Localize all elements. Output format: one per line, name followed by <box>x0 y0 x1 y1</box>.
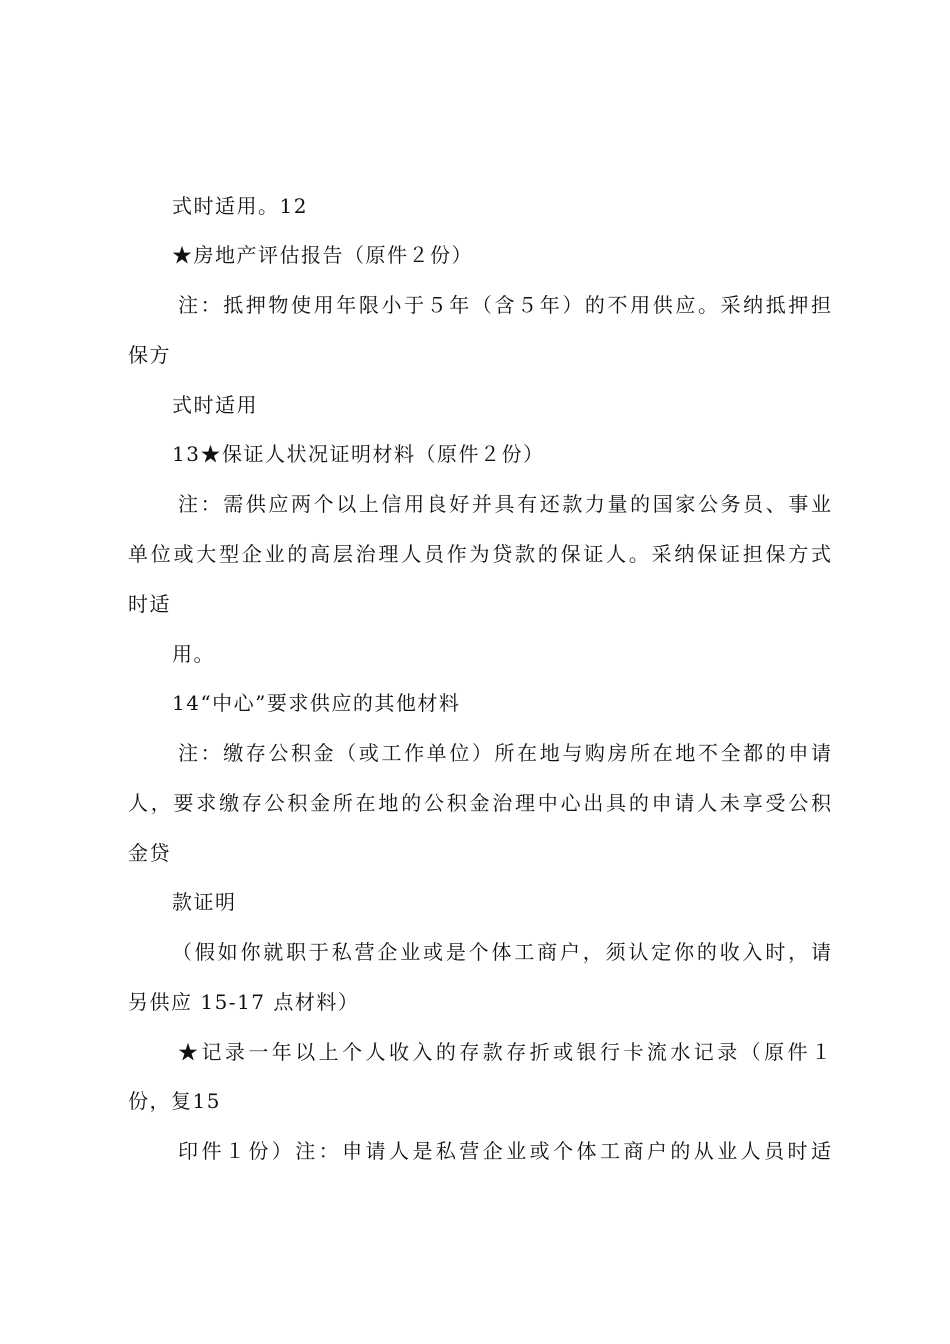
text-line-8: 单位或大型企业的高层治理人员作为贷款的保证人。采纳保证担保方式 <box>128 542 831 566</box>
text-line-20: 印件１份）注：申请人是私营企业或个体工商户的从业人员时适 <box>178 1139 831 1163</box>
text-line-13: 人，要求缴存公积金所在地的公积金治理中心出具的申请人未享受公积 <box>128 791 831 815</box>
text-line-16: （假如你就职于私营企业或是个体工商户，须认定你的收入时，请 <box>172 940 831 964</box>
text-line-12: 注：缴存公积金（或工作单位）所在地与购房所在地不全都的申请 <box>178 741 831 765</box>
text-line-18: ★记录一年以上个人收入的存款存折或银行卡流水记录（原件１ <box>178 1040 831 1064</box>
text-line-19: 份，复15 <box>128 1089 221 1113</box>
text-line-1: 式时适用。12 <box>172 194 308 218</box>
text-line-4: 保方 <box>128 343 171 367</box>
text-line-6: 13★保证人状况证明材料（原件２份） <box>172 442 545 466</box>
text-line-5: 式时适用 <box>172 393 258 417</box>
text-line-11: 14“中心”要求供应的其他材料 <box>172 691 461 715</box>
text-line-9: 时适 <box>128 592 171 616</box>
text-line-3: 注：抵押物使用年限小于５年（含５年）的不用供应。采纳抵押担 <box>178 293 831 317</box>
text-line-10: 用。 <box>172 642 215 666</box>
text-line-7: 注：需供应两个以上信用良好并具有还款力量的国家公务员、事业 <box>178 492 831 516</box>
text-line-15: 款证明 <box>172 890 237 914</box>
text-line-14: 金贷 <box>128 841 171 865</box>
text-line-17: 另供应 15-17 点材料） <box>128 990 360 1014</box>
text-line-2: ★房地产评估报告（原件２份） <box>172 243 473 267</box>
